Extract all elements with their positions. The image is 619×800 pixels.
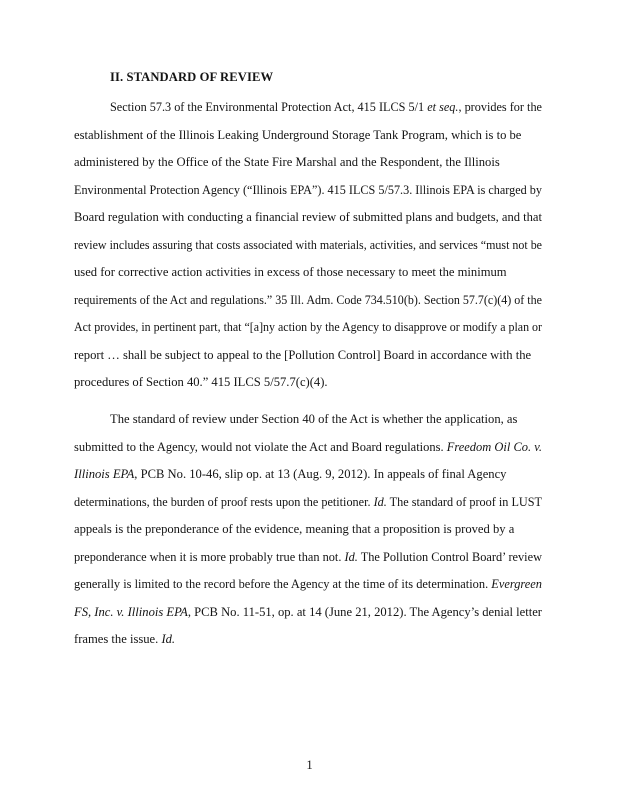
text-run: , PCB No. 11-51, op. at 14 (June 21, 2012). The Agency’s denial letter	[187, 604, 542, 619]
section-heading: II. STANDARD OF REVIEW	[110, 70, 274, 84]
italic-citation: Freedom Oil Co. v.	[446, 439, 542, 454]
text-line	[74, 348, 531, 363]
text-run: frames the issue.	[74, 632, 162, 646]
text-run: The Pollution Control Board’ review	[357, 549, 542, 564]
text-line	[74, 632, 175, 647]
text-run: determinations, the burden of proof rests upon the petitioner.	[74, 494, 374, 509]
text-line	[74, 155, 500, 170]
italic-citation: FS, Inc. v. Illinois EPA	[74, 604, 188, 619]
text-line	[74, 183, 542, 198]
text-run: review includes assuring that costs associated with materials, activities, and services “must not be	[74, 237, 542, 252]
text-run: Section 57.3 of the Environmental Protection Act, 415 ILCS 5/1	[110, 100, 428, 114]
text-run: submitted to the Agency, would not violate the Act and Board regulations.	[74, 439, 447, 454]
text-line	[74, 440, 542, 455]
text-run: establishment of the Illinois Leaking Underground Storage Tank Program, which is to be	[74, 127, 522, 142]
text-run: The standard of proof in LUST	[386, 494, 542, 509]
text-run: requirements of the Act and regulations.” 35 Ill. Adm. Code 734.510(b). Section 57.7(c)(4) of the	[74, 292, 542, 307]
text-run: procedures of Section 40.” 415 ILCS 5/57.7(c)(4).	[74, 375, 328, 389]
text-run: used for corrective action activities in excess of those necessary to meet the minimum	[74, 265, 507, 279]
italic-citation: Evergreen	[491, 577, 542, 591]
text-line	[74, 550, 542, 565]
text-run: administered by the Office of the State Fire Marshal and the Respondent, the Illinois	[74, 155, 500, 169]
text-line	[74, 238, 542, 253]
italic-citation: Id.	[373, 494, 387, 509]
text-line	[74, 467, 506, 482]
text-run: Act provides, in pertinent part, that “[a]ny action by the Agency to disapprove or modify a plan or	[74, 320, 542, 334]
italic-citation: Illinois EPA	[74, 467, 135, 481]
page-number: 1	[306, 758, 313, 772]
italic-citation: Id.	[161, 632, 176, 646]
text-line	[74, 577, 542, 592]
text-line	[74, 495, 542, 510]
text-line	[74, 375, 328, 390]
text-line	[110, 412, 517, 427]
italic-citation: Id.	[344, 549, 358, 564]
text-run: The standard of review under Section 40 of the Act is whether the application, as	[110, 412, 518, 426]
italic-citation: et seq.	[427, 100, 459, 114]
text-run: , provides for the	[458, 100, 542, 114]
text-line	[74, 320, 542, 335]
text-line	[74, 210, 542, 225]
text-line	[74, 522, 514, 537]
text-line	[110, 100, 542, 115]
text-run: , PCB No. 10-46, slip op. at 13 (Aug. 9, 2012). In appeals of final Agency	[134, 467, 507, 481]
text-line	[74, 293, 542, 308]
text-run: generally is limited to the record before the Agency at the time of its determination.	[74, 577, 492, 591]
text-run: appeals is the preponderance of the evidence, meaning that a proposition is proved by a	[74, 522, 515, 536]
text-line	[74, 128, 521, 143]
text-run: report … shall be subject to appeal to the [Pollution Control] Board in accordance with the	[74, 347, 532, 362]
text-run: Environmental Protection Agency (“Illinois EPA”). 415 ILCS 5/57.3. Illinois EPA is charged by	[74, 182, 542, 197]
text-run: preponderance when it is more probably true than not.	[74, 549, 345, 564]
text-line	[74, 605, 542, 620]
text-run: Board regulation with conducting a financial review of submitted plans and budgets, and that	[74, 210, 542, 224]
text-line	[74, 265, 507, 280]
